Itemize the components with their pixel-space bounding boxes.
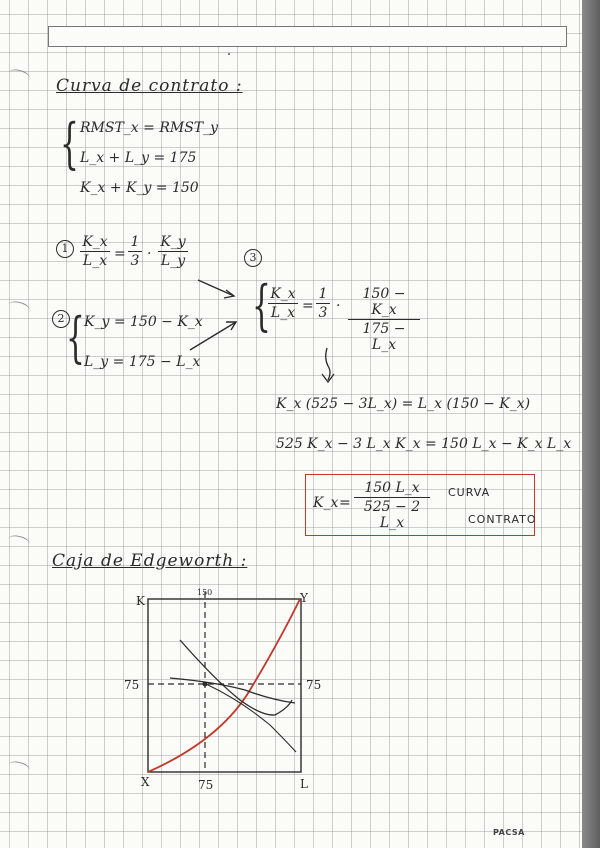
axis-label-k: K	[136, 594, 145, 608]
system-brace: {	[66, 306, 85, 369]
fraction-denominator: 3	[130, 253, 140, 269]
origin-label-y: Y	[300, 591, 308, 605]
indifference-curve	[180, 640, 292, 715]
heading-contract-curve: Curva de contrato :	[56, 76, 243, 96]
tick-label-right: 75	[306, 678, 322, 692]
fraction-denominator: L_y	[160, 253, 186, 269]
fraction-numerator: K_x	[82, 234, 108, 250]
system-line-labor: L_x + L_y = 175	[80, 150, 197, 166]
axis-label-l: L	[300, 777, 308, 791]
tick-label-top: 150	[197, 588, 213, 597]
result-label-curva: CURVA	[448, 486, 491, 499]
fraction-numerator: 150 L_x	[364, 480, 420, 496]
indifference-curve	[170, 678, 295, 703]
system-brace: {	[252, 274, 271, 337]
step-marker-3: 3	[244, 249, 262, 267]
system-line-rmst: RMST_x = RMST_y	[80, 120, 219, 136]
arrow-down	[326, 348, 330, 380]
fraction-numerator: 150 − K_x	[362, 286, 406, 318]
fraction-denominator: L_x	[270, 305, 296, 321]
fraction-numerator: K_x	[270, 286, 296, 302]
indifference-curve	[206, 684, 296, 752]
step2-capital-line: K_y = 150 − K_x	[84, 314, 203, 330]
derivation-line-2: 525 K_x − 3 L_x K_x = 150 L_x − K_x L_x	[276, 436, 572, 452]
arrow-head	[322, 374, 334, 382]
derivation-line-1: K_x (525 − 3L_x) = L_x (150 − K_x)	[276, 396, 531, 412]
tick-label-left: 75	[124, 678, 140, 692]
equals-sign: =	[114, 246, 126, 262]
arrow-head	[226, 322, 236, 330]
arrow-step1-to-step3	[198, 280, 234, 296]
tick-label-bottom: 75	[198, 778, 214, 792]
equals-sign: =	[339, 495, 351, 511]
system-line-capital: K_x + K_y = 150	[80, 180, 199, 196]
heading-edgeworth-box: Caja de Edgeworth :	[52, 551, 248, 571]
origin-label-x: X	[141, 775, 150, 789]
result-lhs: K_x	[313, 495, 339, 511]
equals-sign: =	[302, 298, 314, 314]
step-marker-2: 2	[52, 310, 70, 328]
fraction-denominator: 175 − L_x	[362, 321, 406, 353]
fraction-numerator: K_y	[160, 234, 186, 250]
brand-logo: PACSA	[493, 828, 525, 837]
fraction-denominator: 525 − 2 L_x	[363, 499, 421, 531]
multiply-dot: ·	[336, 298, 341, 314]
fraction-numerator: 1	[130, 234, 140, 250]
step-marker-1: 1	[56, 240, 74, 258]
fraction-denominator: 3	[318, 305, 328, 321]
result-label-contrato: CONTRATO	[468, 513, 537, 526]
fraction-denominator: L_x	[82, 253, 108, 269]
step2-labor-line: L_y = 175 − L_x	[84, 354, 201, 370]
arrow-step2-to-step3	[190, 322, 236, 350]
fraction-numerator: 1	[318, 286, 328, 302]
system-brace: {	[60, 112, 79, 175]
multiply-dot: ·	[147, 246, 152, 262]
allocation-point	[203, 682, 208, 687]
